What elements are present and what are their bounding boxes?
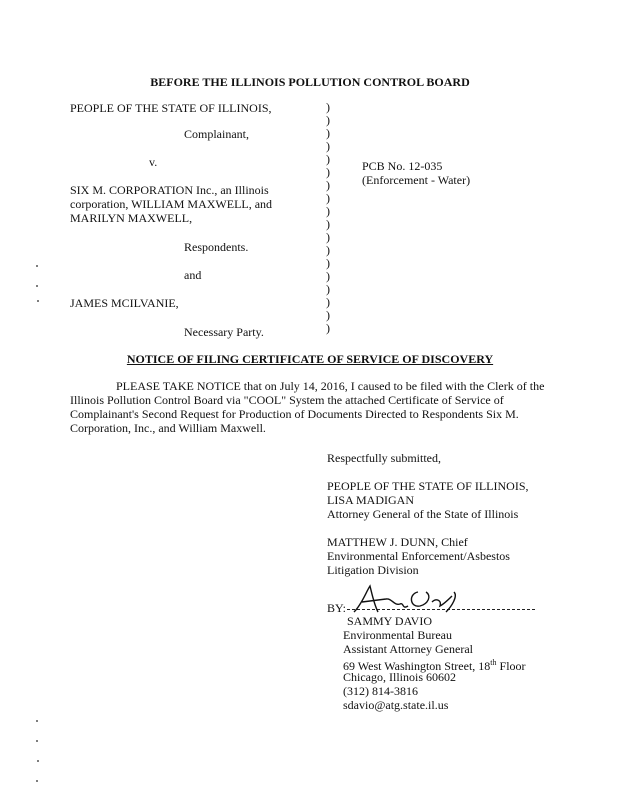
address-line-2: Assistant Attorney General [343, 642, 473, 656]
complainant-role: Complainant, [184, 127, 249, 141]
and-text: and [184, 268, 202, 282]
paren: ) [326, 126, 330, 140]
paren: ) [326, 178, 330, 192]
office-line-3: Attorney General of the State of Illinois [327, 507, 519, 521]
scan-speck [36, 720, 38, 722]
scan-speck [37, 300, 39, 302]
paren: ) [326, 165, 330, 179]
caption-parentheses [326, 101, 336, 335]
respondents-line-2: corporation, WILLIAM MAXWELL, and [70, 197, 273, 211]
paren: ) [326, 282, 330, 296]
case-type: (Enforcement - Water) [362, 173, 471, 187]
paren: ) [326, 100, 330, 114]
office-line-1: PEOPLE OF THE STATE OF ILLINOIS, [327, 479, 529, 493]
handwritten-signature [348, 582, 468, 618]
street-address: 69 West Washington Street, 18 [343, 659, 491, 673]
scan-speck [36, 265, 38, 267]
address-line-6: sdavio@atg.state.il.us [343, 698, 449, 712]
paren: ) [326, 204, 330, 218]
address-line-4: Chicago, Illinois 60602 [343, 670, 456, 684]
case-number: PCB No. 12-035 [362, 159, 443, 173]
division-line-2: Environmental Enforcement/Asbestos [327, 549, 510, 563]
paren: ) [326, 243, 330, 257]
complainant-name: PEOPLE OF THE STATE OF ILLINOIS, [70, 101, 272, 115]
closing: Respectfully submitted, [327, 451, 441, 465]
versus: v. [149, 155, 158, 169]
paren: ) [326, 152, 330, 166]
notice-title: NOTICE OF FILING CERTIFICATE OF SERVICE OF DISCOVERY [126, 352, 494, 366]
paren: ) [326, 269, 330, 283]
respondents-line-1: SIX M. CORPORATION Inc., an Illinois [70, 183, 269, 197]
respondents-line-3: MARILYN MAXWELL, [70, 211, 193, 225]
paren: ) [326, 256, 330, 270]
division-line-3: Litigation Division [327, 563, 419, 577]
division-line-1: MATTHEW J. DUNN, Chief [327, 535, 468, 549]
address-line-5: (312) 814-3816 [343, 684, 418, 698]
scan-speck [36, 740, 38, 742]
signer-name: SAMMY DAVIO [347, 614, 433, 628]
scan-speck [36, 780, 38, 782]
paren: ) [326, 321, 330, 335]
paren: ) [326, 113, 330, 127]
paren: ) [326, 308, 330, 322]
office-line-2: LISA MADIGAN [327, 493, 414, 507]
floor-ordinal: th [490, 658, 497, 667]
party-role: Necessary Party. [184, 325, 264, 339]
board-title: BEFORE THE ILLINOIS POLLUTION CONTROL BOARD [150, 75, 470, 89]
scan-speck [37, 760, 39, 762]
paren: ) [326, 230, 330, 244]
by-label: BY: [327, 601, 346, 615]
address-line-1: Environmental Bureau [343, 628, 452, 642]
paren: ) [326, 139, 330, 153]
paren: ) [326, 295, 330, 309]
body-paragraph: PLEASE TAKE NOTICE that on July 14, 2016, I caused to be filed with the Clerk of the Illinois Pollution Control Board via "COOL" System the attached Certificate of Service of Complainant's Second Request for Production of Documents Directed to Respondents Six M. Corporation, Inc., and William Maxwell. [70, 379, 545, 435]
scan-speck [36, 285, 38, 287]
paren: ) [326, 191, 330, 205]
respondents-role: Respondents. [184, 240, 249, 254]
floor-label: Floor [496, 659, 526, 673]
paren: ) [326, 217, 330, 231]
party-name: JAMES MCILVANIE, [70, 296, 179, 310]
